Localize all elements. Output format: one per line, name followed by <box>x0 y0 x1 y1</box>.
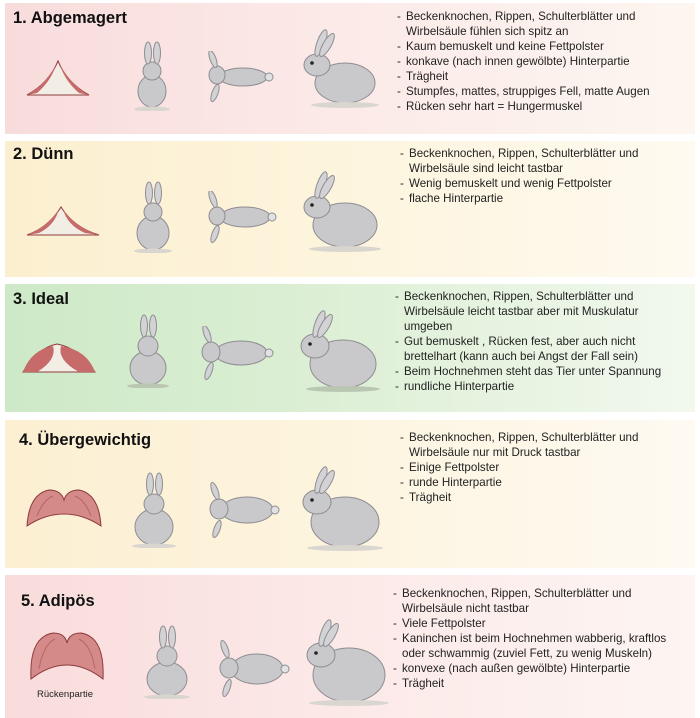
rabbit-rear-icon <box>127 472 181 548</box>
description-list <box>393 586 691 691</box>
back-cross-section-5 <box>27 629 107 683</box>
list-item: - rundliche Hinterpartie <box>395 379 690 394</box>
list-item: - Einige Fettpolster <box>400 460 690 475</box>
description-list <box>395 289 690 394</box>
list-item: - Gut bemuskelt , Rücken fest, aber auch nicht brettelhart (kann auch bei Angst der Fall sein) <box>395 334 690 364</box>
rabbit-top-icon <box>197 51 277 106</box>
section-title: 1. Abgemagert <box>13 9 128 27</box>
rabbit-top-icon <box>199 482 281 540</box>
rabbit-rear-icon <box>127 41 177 111</box>
list-item: - Beckenknochen, Rippen, Schulterblätter und Wirbelsäule nur mit Druck tastbar <box>400 430 690 460</box>
list-item: - Trägheit <box>400 490 690 505</box>
section-title: 4. Übergewichtig <box>19 431 152 449</box>
rabbit-top-icon <box>197 191 279 246</box>
rabbit-side-icon <box>287 25 387 115</box>
section-title: 3. Ideal <box>13 290 69 308</box>
rabbit-side-icon <box>287 462 387 554</box>
list-item: - flache Hinterpartie <box>400 191 690 206</box>
rabbit-rear-icon <box>127 181 179 253</box>
back-cross-section-4 <box>23 484 105 530</box>
section-abgemagert <box>5 3 695 134</box>
list-item: - Kaum bemuskelt und keine Fettpolster <box>397 39 689 54</box>
list-item: - Beckenknochen, Rippen, Schulterblätter und Wirbelsäule fühlen sich spitz an <box>397 9 689 39</box>
list-item: - Rücken sehr hart = Hungermuskel <box>397 99 689 114</box>
list-item: - Beim Hochnehmen steht das Tier unter Spannung <box>395 364 690 379</box>
section-ideal <box>5 284 695 412</box>
rabbit-top-icon <box>211 639 291 699</box>
section-duenn <box>5 141 695 277</box>
list-item: - Trägheit <box>397 69 689 84</box>
rabbit-side-icon <box>285 306 385 396</box>
rabbit-rear-icon <box>121 314 175 388</box>
description-list <box>400 430 690 505</box>
rabbit-rear-icon <box>139 625 195 699</box>
list-item: - Viele Fettpolster <box>393 616 691 631</box>
list-item: - Stumpfes, mattes, struppiges Fell, matte Augen <box>397 84 689 99</box>
list-item: - konkave (nach innen gewölbte) Hinterpartie <box>397 54 689 69</box>
rabbit-side-icon <box>287 167 387 257</box>
section-uebergewichtig <box>5 420 695 568</box>
section-title: 2. Dünn <box>13 145 74 163</box>
section-adipoes <box>5 575 695 718</box>
rabbit-top-icon <box>191 326 275 382</box>
list-item: - Beckenknochen, Rippen, Schulterblätter und Wirbelsäule sind leicht tastbar <box>400 146 690 176</box>
list-item: - Beckenknochen, Rippen, Schulterblätter und Wirbelsäule leicht tastbar aber mit Muskulatur umgeben <box>395 289 690 334</box>
list-item: - konvexe (nach außen gewölbte) Hinterpartie <box>393 661 691 676</box>
back-cross-section-2 <box>23 199 103 239</box>
list-item: - Kaninchen ist beim Hochnehmen wabberig, kraftlos oder schwammig (zuviel Fett, zu wenig Muskeln) <box>393 631 691 661</box>
list-item: - Trägheit <box>393 676 691 691</box>
rabbit-side-icon <box>291 615 391 707</box>
description-list <box>397 9 689 114</box>
back-cross-section-1 <box>23 53 93 103</box>
description-list <box>400 146 690 206</box>
list-item: - Beckenknochen, Rippen, Schulterblätter und Wirbelsäule nicht tastbar <box>393 586 691 616</box>
list-item: - Wenig bemuskelt und wenig Fettpolster <box>400 176 690 191</box>
section-title: 5. Adipös <box>21 592 95 610</box>
back-cross-section-3 <box>19 334 99 376</box>
back-section-caption: Rückenpartie <box>37 689 93 700</box>
list-item: - runde Hinterpartie <box>400 475 690 490</box>
